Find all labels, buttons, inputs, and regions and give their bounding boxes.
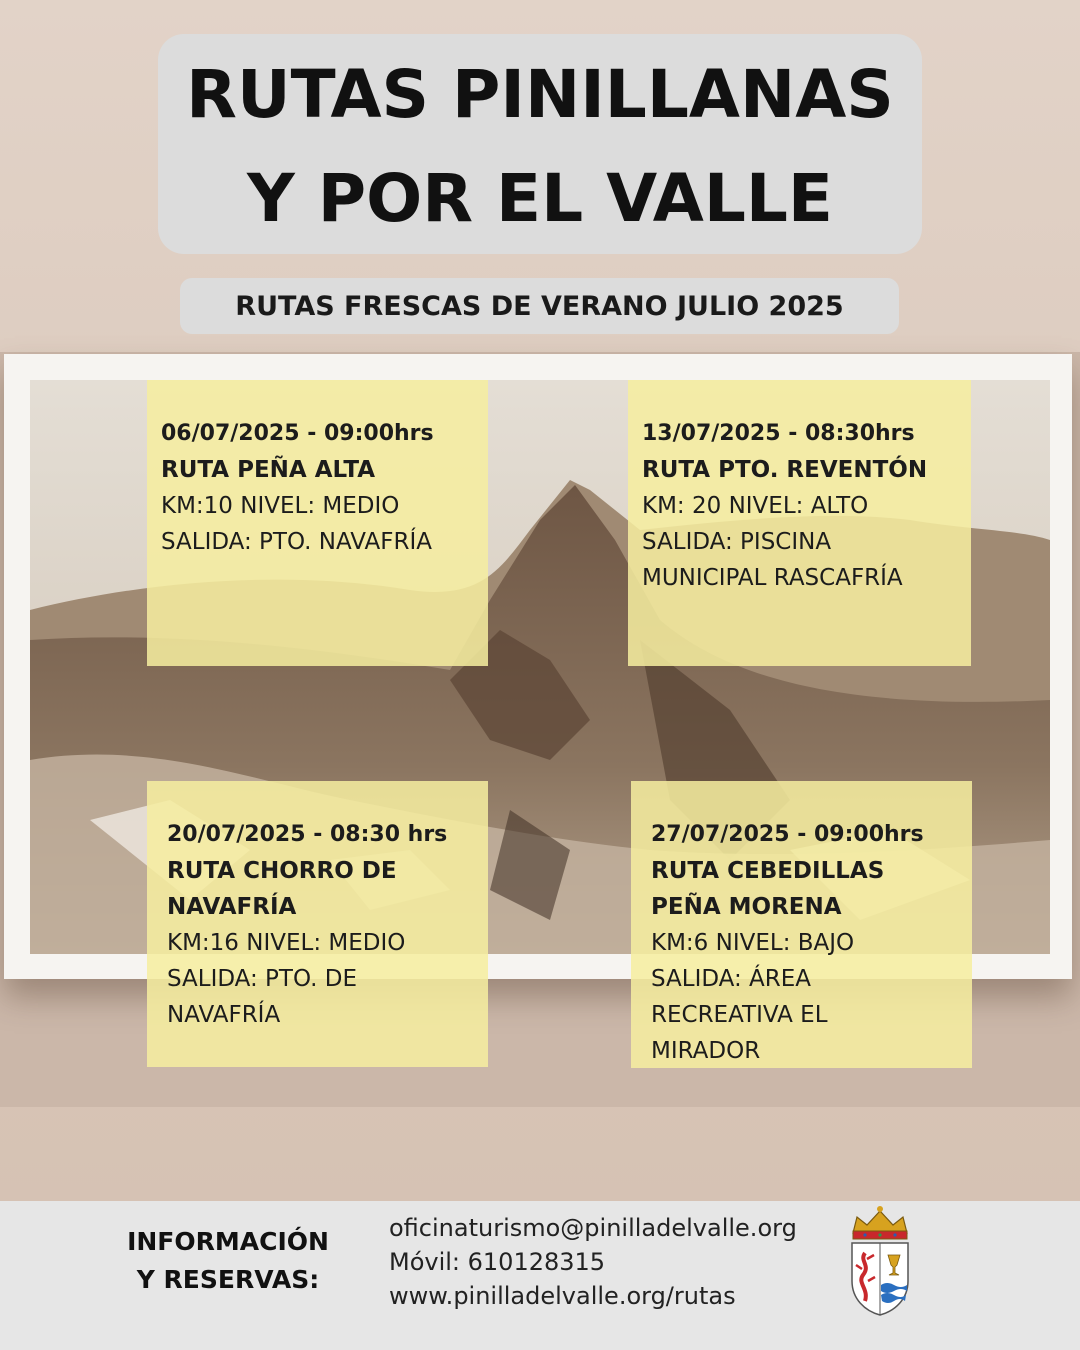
route-date: 20/07/2025 - 08:30 hrs bbox=[167, 822, 448, 847]
municipal-coat-of-arms-icon bbox=[845, 1203, 915, 1318]
route-distance-level: KM:16 NIVEL: MEDIO bbox=[167, 930, 406, 956]
route-name: RUTA CHORRO DE bbox=[167, 858, 397, 884]
subtitle: RUTAS FRESCAS DE VERANO JULIO 2025 bbox=[235, 290, 844, 322]
contact-email[interactable]: oficinaturismo@pinilladelvalle.org bbox=[389, 1214, 797, 1242]
route-card-chorro-navafria bbox=[147, 781, 488, 1067]
info-label-line-1: INFORMACIÓN bbox=[127, 1227, 329, 1256]
route-distance-level: KM: 20 NIVEL: ALTO bbox=[642, 493, 869, 519]
title-line-1: RUTAS PINILLANAS bbox=[186, 56, 894, 133]
contact-block bbox=[389, 1211, 797, 1313]
route-distance-level: KM:10 NIVEL: MEDIO bbox=[161, 493, 400, 519]
title-box bbox=[158, 34, 922, 254]
route-name-cont: NAVAFRÍA bbox=[167, 894, 297, 920]
route-name: RUTA PTO. REVENTÓN bbox=[642, 457, 928, 483]
route-departure-cont-2: MIRADOR bbox=[651, 1038, 761, 1064]
route-date: 13/07/2025 - 08:30hrs bbox=[642, 421, 915, 446]
subtitle-box bbox=[180, 278, 899, 334]
contact-website[interactable]: www.pinilladelvalle.org/rutas bbox=[389, 1282, 736, 1310]
route-name: RUTA PEÑA ALTA bbox=[161, 457, 376, 483]
info-label-line-2: Y RESERVAS: bbox=[136, 1265, 320, 1294]
footer bbox=[0, 1201, 1080, 1350]
route-date: 06/07/2025 - 09:00hrs bbox=[161, 421, 434, 446]
route-departure: SALIDA: ÁREA bbox=[651, 966, 812, 992]
route-card-pena-alta bbox=[147, 380, 488, 666]
route-card-pto-reventon bbox=[628, 380, 971, 666]
route-departure-cont: NAVAFRÍA bbox=[167, 1002, 281, 1028]
route-departure-cont: RECREATIVA EL bbox=[651, 1002, 828, 1028]
contact-phone[interactable]: Móvil: 610128315 bbox=[389, 1248, 606, 1276]
route-date: 27/07/2025 - 09:00hrs bbox=[651, 822, 924, 847]
route-card-cebedillas bbox=[631, 781, 972, 1068]
route-distance-level: KM:6 NIVEL: BAJO bbox=[651, 930, 855, 956]
info-label bbox=[118, 1223, 338, 1299]
route-departure: SALIDA: PTO. NAVAFRÍA bbox=[161, 529, 432, 555]
route-name: RUTA CEBEDILLAS bbox=[651, 858, 885, 884]
route-departure: SALIDA: PISCINA bbox=[642, 529, 832, 555]
title-line-2: Y POR EL VALLE bbox=[246, 160, 834, 237]
route-departure-cont: MUNICIPAL RASCAFRÍA bbox=[642, 565, 903, 591]
route-departure: SALIDA: PTO. DE bbox=[167, 966, 358, 992]
route-name-cont: PEÑA MORENA bbox=[651, 894, 842, 920]
